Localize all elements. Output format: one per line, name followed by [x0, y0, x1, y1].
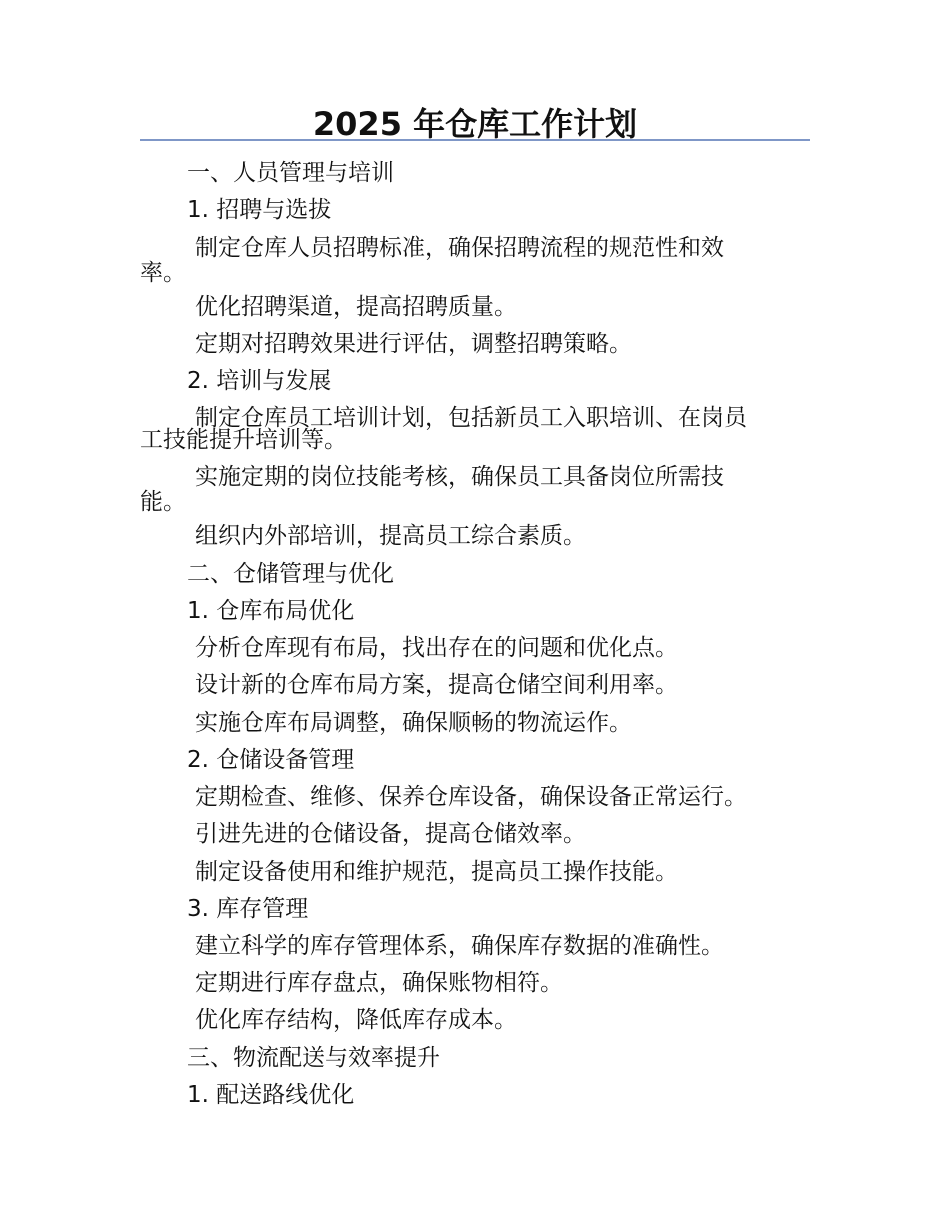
subsection-heading: 1. 配送路线优化: [187, 1082, 355, 1108]
paragraph-line: 分析仓库现有布局，找出存在的问题和优化点。: [195, 635, 678, 661]
paragraph-line: 实施定期的岗位技能考核，确保员工具备岗位所需技: [195, 464, 724, 490]
title-underline: [140, 139, 810, 141]
page-title: 2025 年仓库工作计划: [312, 105, 638, 143]
paragraph-line: 实施仓库布局调整，确保顺畅的物流运作。: [195, 710, 632, 736]
paragraph-line: 定期进行库存盘点，确保账物相符。: [195, 970, 563, 996]
subsection-heading: 2. 仓储设备管理: [187, 747, 355, 773]
paragraph-line: 定期检查、维修、保养仓库设备，确保设备正常运行。: [195, 784, 747, 810]
section-heading: 二、仓储管理与优化: [187, 561, 394, 587]
paragraph-line: 建立科学的库存管理体系，确保库存数据的准确性。: [195, 933, 724, 959]
subsection-heading: 3. 库存管理: [187, 896, 309, 922]
paragraph-line: 率。: [140, 260, 186, 286]
subsection-heading: 1. 仓库布局优化: [187, 598, 355, 624]
section-heading: 一、人员管理与培训: [187, 160, 394, 186]
paragraph-line: 能。: [140, 489, 186, 515]
paragraph-line: 引进先进的仓储设备，提高仓储效率。: [195, 821, 586, 847]
paragraph-line: 制定仓库员工培训计划，包括新员工入职培训、在岗员: [195, 405, 747, 431]
subsection-heading: 2. 培训与发展: [187, 368, 332, 394]
section-heading: 三、物流配送与效率提升: [187, 1045, 440, 1071]
paragraph-line: 设计新的仓库布局方案，提高仓储空间利用率。: [195, 672, 678, 698]
subsection-heading: 1. 招聘与选拔: [187, 197, 332, 223]
paragraph-line: 优化库存结构，降低库存成本。: [195, 1007, 517, 1033]
paragraph-line: 优化招聘渠道，提高招聘质量。: [195, 294, 517, 320]
paragraph-line: 工技能提升培训等。: [140, 427, 347, 453]
paragraph-line: 制定设备使用和维护规范，提高员工操作技能。: [195, 859, 678, 885]
paragraph-line: 制定仓库人员招聘标准，确保招聘流程的规范性和效: [195, 235, 724, 261]
paragraph-line: 定期对招聘效果进行评估，调整招聘策略。: [195, 331, 632, 357]
paragraph-line: 组织内外部培训，提高员工综合素质。: [195, 523, 586, 549]
